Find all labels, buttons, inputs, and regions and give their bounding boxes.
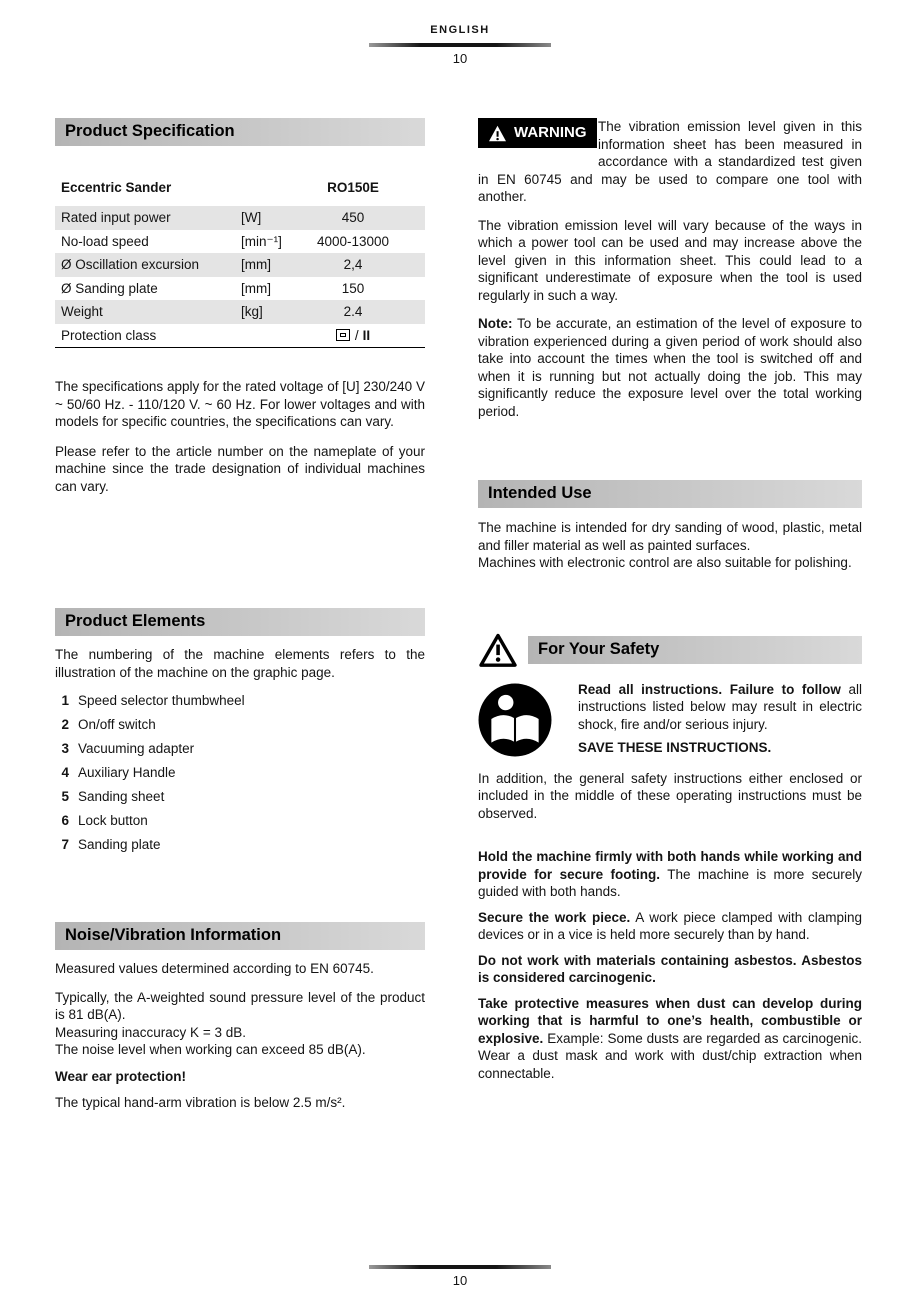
list-item <box>55 713 425 737</box>
intended-use-paragraph: The machine is intended for dry sanding of wood, plastic, metal and filler material as well as painted surfaces. <box>478 520 862 553</box>
spec-label: Rated input power <box>61 210 171 225</box>
model-name: RO150E <box>327 180 379 196</box>
section-product-specification-header <box>55 118 425 146</box>
list-item <box>55 737 425 761</box>
read-instructions-icon <box>478 683 552 757</box>
item-label: Sanding sheet <box>78 789 165 804</box>
table-row <box>55 230 425 254</box>
spec-unit: [mm] <box>241 280 271 296</box>
noise-paragraph: Measured values determined according to EN 60745. <box>55 961 374 976</box>
page-header <box>0 24 920 66</box>
read-instructions-block <box>478 681 862 759</box>
section-title: Product Elements <box>65 612 206 631</box>
spec-label: No-load speed <box>61 233 149 249</box>
spec-value: 150 <box>341 280 365 296</box>
footer-rule <box>369 1265 551 1269</box>
page-footer <box>0 1258 920 1288</box>
table-row <box>55 253 425 277</box>
double-insulation-icon <box>336 329 350 341</box>
section-title: Intended Use <box>488 484 592 503</box>
item-number: 7 <box>61 837 69 852</box>
read-instructions-text: Read all instructions. Failure to follow all instructions listed below may result in electric shock, fire and/or serious injury. <box>578 681 862 732</box>
item-number: 5 <box>61 789 69 804</box>
item-number: 2 <box>61 717 69 732</box>
item-label: Auxiliary Handle <box>78 765 176 780</box>
item-label: Sanding plate <box>78 837 161 852</box>
table-row <box>55 300 425 324</box>
section-for-your-safety-header <box>478 633 862 667</box>
spec-label: Ø Oscillation excursion <box>61 257 200 272</box>
spec-paragraph-article-number: Please refer to the article number on the nameplate of your machine since the trade designation of individual machines can vary. <box>55 443 425 494</box>
safety-instruction-paragraph: Take protective measures when dust can develop during working that is harmful to one’s health, combustible or explosive. Example: Some dusts are regarded as carcinogenic. Wear a dust mask and work with dust/chip extraction when connectable. <box>478 995 862 1081</box>
note-label: Note: <box>478 316 513 331</box>
item-number: 3 <box>61 741 69 756</box>
list-item <box>55 809 425 833</box>
item-label: Speed selector thumbwheel <box>78 693 245 708</box>
section-noise-vibration-header <box>55 922 425 950</box>
spec-label: Protection class <box>61 327 157 343</box>
spec-value: 2,4 <box>343 257 363 272</box>
language-label: ENGLISH <box>430 24 490 36</box>
spec-value: 450 <box>341 210 365 225</box>
spec-unit: [kg] <box>241 304 263 319</box>
spec-label: Ø Sanding plate <box>61 280 158 296</box>
item-label: Vacuuming adapter <box>78 741 195 756</box>
section-title: Noise/Vibration Information <box>65 926 282 945</box>
spec-unit: [min⁻¹] <box>241 233 282 249</box>
spec-paragraph-voltage: The specifications apply for the rated voltage of [U] 230/240 V ~ 50/60 Hz. - 110/120 V. ~ 60 Hz. For lower voltages and with models for specific countries, the specifications can vary. <box>55 379 425 429</box>
page-number-bottom: 10 <box>452 1273 468 1288</box>
item-number: 1 <box>61 693 69 708</box>
item-number: 4 <box>61 765 69 780</box>
intended-use-paragraph: Machines with electronic control are also suitable for polishing. <box>478 555 852 570</box>
warning-triangle-icon <box>488 125 507 142</box>
for-your-safety-bar <box>528 636 862 664</box>
vibration-warning-paragraph <box>478 118 862 206</box>
product-name: Eccentric Sander <box>61 180 172 196</box>
save-instructions-line: SAVE THESE INSTRUCTIONS. <box>578 740 772 755</box>
spec-value: 2.4 <box>343 304 363 319</box>
general-safety-paragraph: In addition, the general safety instructions either enclosed or included in the middle of these operating instructions must be observed. <box>478 770 862 821</box>
right-column <box>478 118 862 1082</box>
vibration-variance-paragraph: The vibration emission level will vary because of the ways in which a power tool can be used and may increase above the level given in this information sheet. This could lead to a significant underestimate of exposure when the tool is used regularly in such a way. <box>478 217 862 303</box>
section-title: For Your Safety <box>538 639 660 658</box>
item-number: 6 <box>61 813 69 828</box>
item-label: Lock button <box>78 813 148 828</box>
left-column <box>55 118 425 1112</box>
spec-table-rows <box>55 206 425 348</box>
warning-triangle-outline-icon <box>478 633 518 667</box>
spec-unit: [W] <box>241 210 262 225</box>
ear-protection-warning: Wear ear protection! <box>55 1068 187 1084</box>
spec-table <box>55 176 425 348</box>
section-title: Product Specification <box>65 122 235 141</box>
section-intended-use-header <box>478 480 862 508</box>
warning-badge <box>478 118 597 148</box>
list-item <box>55 761 425 785</box>
spec-unit: [mm] <box>241 257 271 272</box>
page-number-top: 10 <box>452 51 468 66</box>
table-row-protection-class <box>55 324 425 348</box>
note-text: To be accurate, an estimation of the level of exposure to vibration experienced during a given period of work should also take into account the times when the tool is switched off and when it is running but not actually doing the job. This may significantly reduce the exposure level over the total working period. <box>478 316 863 419</box>
spec-table-header <box>55 176 425 200</box>
noise-paragraph: Typically, the A-weighted sound pressure level of the product is 81 dB(A). <box>55 989 425 1022</box>
protection-class-roman: II <box>362 327 371 343</box>
table-row <box>55 277 425 301</box>
elements-intro: The numbering of the machine elements refers to the illustration of the machine on the graphic page. <box>55 647 425 680</box>
section-product-elements-header <box>55 608 425 636</box>
vibration-paragraph: The typical hand-arm vibration is below 2.5 m/s². <box>55 1095 346 1110</box>
noise-paragraph: Measuring inaccuracy K = 3 dB. <box>55 1024 246 1040</box>
warning-badge-label: WARNING <box>514 124 587 142</box>
safety-instruction-paragraph: Do not work with materials containing asbestos. Asbestos is considered carcinogenic. <box>478 952 862 985</box>
list-item <box>55 785 425 809</box>
spec-label: Weight <box>61 304 103 319</box>
warning-badge-container <box>478 118 598 170</box>
list-item <box>55 833 425 857</box>
table-row <box>55 206 425 230</box>
protection-class-value <box>299 327 425 345</box>
elements-list <box>55 689 425 857</box>
protection-slash: / <box>354 327 359 343</box>
header-rule <box>369 43 551 47</box>
warning-text: The vibration emission level given in this information sheet has been measured in accordance with a standardized test given in EN 60745 and may be used to compare one tool with another. <box>478 119 862 204</box>
list-item <box>55 689 425 713</box>
item-label: On/off switch <box>78 717 156 732</box>
spec-value: 4000-13000 <box>316 233 390 249</box>
noise-paragraph: The noise level when working can exceed 85 dB(A). <box>55 1042 366 1057</box>
safety-instruction-paragraph: Hold the machine firmly with both hands while working and provide for secure footing. The machine is more securely guided with both hands. <box>478 849 862 899</box>
safety-instruction-paragraph: Secure the work piece. A work piece clamped with clamping devices or in a vice is held more securely than by hand. <box>478 909 862 942</box>
note-paragraph <box>478 315 862 420</box>
